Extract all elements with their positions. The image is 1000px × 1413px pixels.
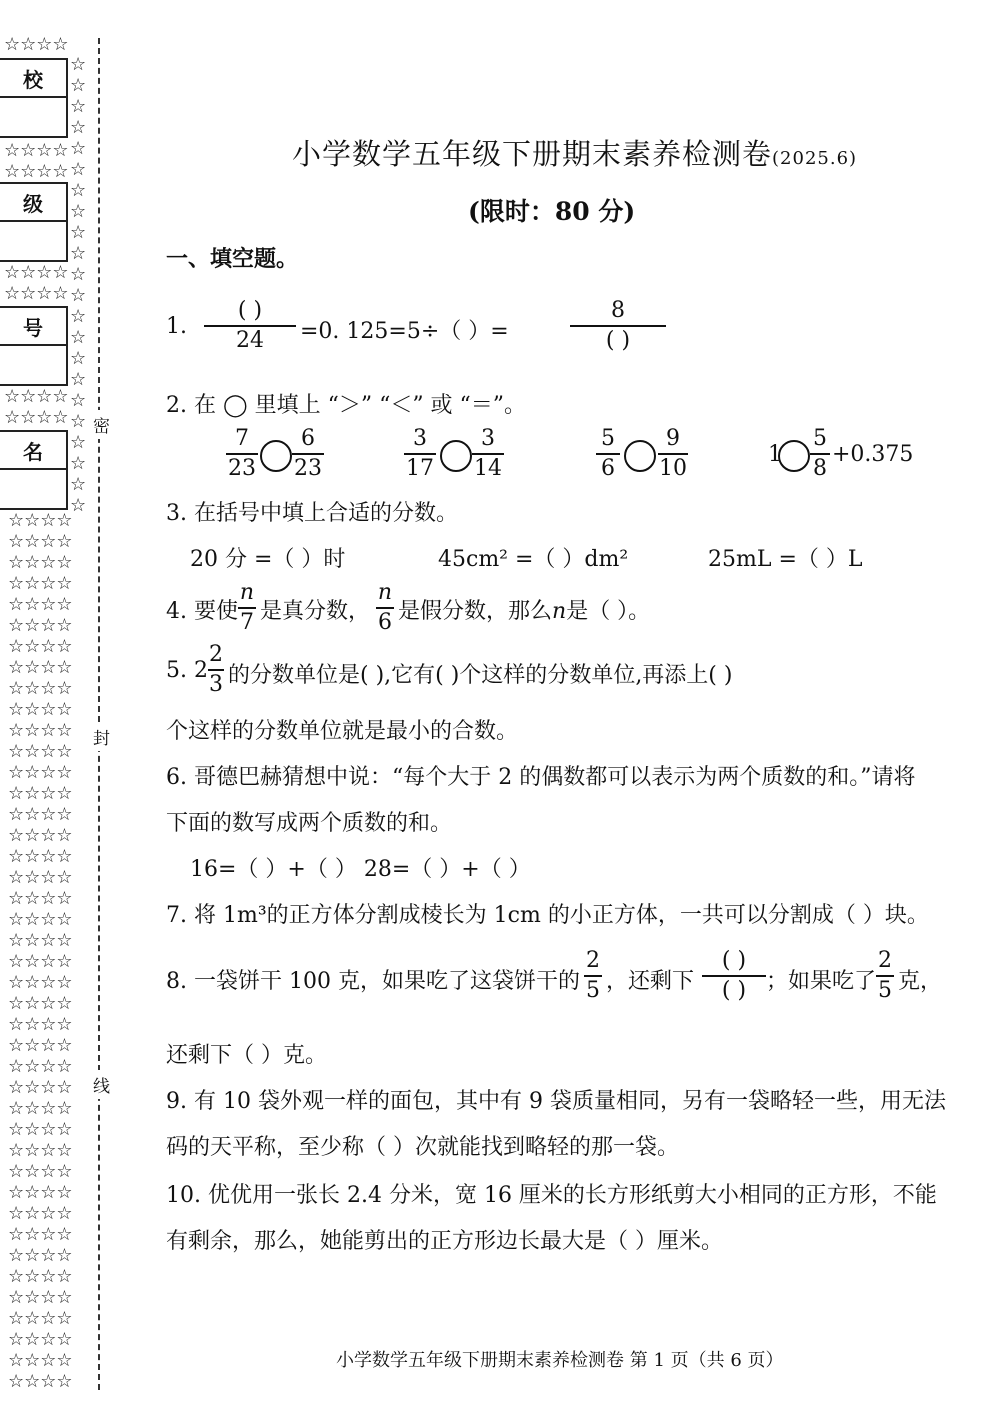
star-glyph: ☆ <box>70 201 87 222</box>
time-limit: (限时：80 分) <box>468 197 636 226</box>
star-row: ☆☆☆☆ <box>8 1035 73 1056</box>
star-row: ☆☆☆☆ <box>8 1014 73 1035</box>
q1-fraction-blank-over-24[interactable]: ( ) 24 <box>204 298 296 354</box>
star-row: ☆☆☆☆ <box>8 636 73 657</box>
school-field-box[interactable] <box>0 58 68 138</box>
star-row: ☆☆☆☆ <box>8 1266 73 1287</box>
star-glyph: ☆ <box>70 327 87 348</box>
star-row: ☆☆☆☆ <box>8 1077 73 1098</box>
q5-line1[interactable]: 的分数单位是( ),它有( )个这样的分数单位,再添上( ) <box>228 663 733 688</box>
star-row: ☆☆☆☆ <box>8 1287 73 1308</box>
q8-fraction-2-over-5-a: 2 5 <box>586 948 600 1003</box>
class-field-box[interactable] <box>0 182 68 262</box>
q8-middle2: ；如果吃了 <box>766 969 877 994</box>
q8-blank-fraction[interactable]: ( ) ( ) <box>702 948 766 1004</box>
q4-fraction-n-over-6: n 6 <box>377 580 393 635</box>
star-row: ☆☆☆☆ <box>8 510 73 531</box>
star-glyph: ☆ <box>70 432 87 453</box>
star-glyph: ☆ <box>70 243 87 264</box>
number-field-box[interactable] <box>0 306 68 386</box>
q9-line1: 9. 有 10 袋外观一样的面包，其中有 9 袋质量相同，另有一袋略轻一些，用无法 <box>166 1089 946 1114</box>
star-row: ☆☆☆☆ <box>8 1203 73 1224</box>
star-glyph: ☆ <box>70 369 87 390</box>
star-row: ☆☆☆☆ <box>8 930 73 951</box>
q2-item1-compare-circle[interactable] <box>260 440 292 472</box>
exam-year: (2025.6) <box>772 148 858 169</box>
q5-line2: 个这样的分数单位就是最小的合数。 <box>166 719 519 744</box>
star-row: ☆☆☆☆ <box>8 1140 73 1161</box>
q6-line3-blanks[interactable]: 16=（ ）+（ ） 28=（ ）+（ ） <box>190 857 531 882</box>
star-glyph: ☆ <box>70 285 87 306</box>
q1-equation-middle[interactable]: =0. 125=5÷（ ）= <box>300 319 509 344</box>
star-row: ☆☆☆☆ <box>8 846 73 867</box>
q7-text[interactable]: 7. 将 1m³的正方体分割成棱长为 1cm 的小正方体，一共可以分割成（ ）块。 <box>166 903 929 928</box>
number-label: 号 <box>23 316 43 340</box>
star-row: ☆☆☆☆ <box>8 1329 73 1350</box>
star-row: ☆☆☆☆ <box>8 1098 73 1119</box>
q2-item2-compare-circle[interactable] <box>440 440 472 472</box>
q10-line1: 10. 优优用一张长 2.4 分米，宽 16 厘米的长方形纸剪大小相同的正方形，不能 <box>166 1183 937 1208</box>
star-glyph: ☆ <box>70 180 87 201</box>
q9-line2[interactable]: 码的天平称，至少称（ ）次就能找到略轻的那一袋。 <box>166 1135 679 1160</box>
star-row: ☆☆☆☆ <box>8 552 73 573</box>
star-glyph: ☆ <box>70 96 87 117</box>
q2-item3-left-fraction: 5 6 <box>596 426 620 482</box>
name-label: 名 <box>23 440 43 464</box>
star-row: ☆☆☆☆ <box>8 1371 73 1392</box>
q8-middle: ，还剩下 <box>606 969 695 994</box>
star-row: ☆☆☆☆ <box>8 1245 73 1266</box>
q4-prefix: 4. 要使 <box>166 599 238 624</box>
star-row: ☆☆☆☆ <box>8 993 73 1014</box>
seal-word-xian: 线 <box>93 1070 110 1099</box>
q10-line2[interactable]: 有剩余，那么，她能剪出的正方形边长最大是（ ）厘米。 <box>166 1229 723 1254</box>
star-glyph: ☆ <box>70 495 87 516</box>
star-glyph: ☆ <box>70 411 87 432</box>
q8-fraction-2-over-5-b: 2 5 <box>878 948 892 1003</box>
q3-part1[interactable]: 20 分 =（ ）时 <box>190 547 346 572</box>
q2-instruction: 2. 在 ◯ 里填上 “＞” “＜” 或 “＝”。 <box>166 393 527 418</box>
star-glyph: ☆ <box>70 474 87 495</box>
page-footer: 小学数学五年级下册期末素养检测卷 第 1 页（共 6 页） <box>336 1350 784 1371</box>
star-glyph: ☆ <box>70 117 87 138</box>
q2-item4-compare-circle[interactable] <box>778 440 810 472</box>
star-row: ☆☆☆☆ <box>8 1224 73 1245</box>
star-row: ☆☆☆☆ <box>8 1119 73 1140</box>
q5-mixed-fraction: 2 3 <box>209 642 223 697</box>
star-glyph: ☆ <box>70 348 87 369</box>
seal-word-mi: 密 <box>93 410 110 439</box>
name-field-box[interactable] <box>0 430 68 510</box>
star-rows-block-3: ☆☆☆☆ ☆☆☆☆ <box>4 386 69 428</box>
q5-prefix: 5. 2 <box>166 658 208 683</box>
q4-fraction-n-over-7: n 7 <box>239 580 255 635</box>
school-label: 校 <box>23 68 43 92</box>
q2-item4-right: +0.375 <box>832 442 914 467</box>
star-row: ☆☆☆☆ <box>8 825 73 846</box>
star-row: ☆☆☆☆ <box>8 615 73 636</box>
exam-title: 小学数学五年级下册期末素养检测卷(2025.6) <box>292 137 858 171</box>
star-glyph: ☆ <box>70 75 87 96</box>
star-row: ☆☆☆☆ <box>8 804 73 825</box>
q1-fraction-8-over-blank[interactable]: 8 ( ) <box>570 298 666 354</box>
q3-part3[interactable]: 25mL =（ ）L <box>708 547 863 572</box>
star-glyph: ☆ <box>70 222 87 243</box>
star-row: ☆☆☆☆ <box>4 34 69 55</box>
q6-line2: 下面的数写成两个质数的和。 <box>166 811 453 836</box>
star-row: ☆☆☆☆ <box>8 594 73 615</box>
star-row: ☆☆☆☆ <box>8 1308 73 1329</box>
q2-item4-left: 1 <box>768 442 782 467</box>
class-label: 级 <box>23 192 43 216</box>
q2-item2-left-fraction: 3 17 <box>406 426 434 481</box>
star-glyph: ☆ <box>70 138 87 159</box>
star-row: ☆☆☆☆ <box>8 531 73 552</box>
q8-suffix: 克， <box>898 969 943 994</box>
star-glyph: ☆ <box>70 306 87 327</box>
star-glyph: ☆ <box>70 390 87 411</box>
star-glyph: ☆ <box>70 264 87 285</box>
star-row: ☆☆☆☆ <box>8 741 73 762</box>
star-column-right <box>70 54 86 516</box>
star-glyph: ☆ <box>70 453 87 474</box>
star-row: ☆☆☆☆ <box>8 783 73 804</box>
q2-item2-right-fraction: 3 14 <box>474 426 502 481</box>
q3-instruction: 3. 在括号中填上合适的分数。 <box>166 501 458 526</box>
seal-word-feng: 封 <box>93 722 110 751</box>
q4-middle: 是真分数， <box>260 599 371 624</box>
star-row: ☆☆☆☆ <box>8 888 73 909</box>
star-rows-block-1: ☆☆☆☆ ☆☆☆☆ <box>4 140 69 182</box>
q6-line1: 6. 哥德巴赫猜想中说：“每个大于 2 的偶数都可以表示为两个质数的和。”请将 <box>166 765 916 790</box>
q8-prefix: 8. 一袋饼干 100 克，如果吃了这袋饼干的 <box>166 969 580 994</box>
seal-dashed-line <box>98 38 100 1390</box>
star-row: ☆☆☆☆ <box>8 762 73 783</box>
q2-item1-right-fraction: 6 23 <box>294 426 322 481</box>
star-row: ☆☆☆☆ <box>8 972 73 993</box>
q2-item3-compare-circle[interactable] <box>624 440 656 472</box>
star-grid-bottom <box>8 510 73 1392</box>
star-row: ☆☆☆☆ <box>8 909 73 930</box>
q2-item1-left-fraction: 7 23 <box>228 426 256 481</box>
star-rows-block-2: ☆☆☆☆ ☆☆☆☆ <box>4 262 69 304</box>
star-row: ☆☆☆☆ <box>8 1161 73 1182</box>
q8-line2[interactable]: 还剩下（ ）克。 <box>166 1043 327 1068</box>
star-row: ☆☆☆☆ <box>8 699 73 720</box>
star-row: ☆☆☆☆ <box>8 1350 73 1371</box>
star-row: ☆☆☆☆ <box>8 951 73 972</box>
star-row: ☆☆☆☆ <box>8 867 73 888</box>
star-row: ☆☆☆☆ <box>8 1182 73 1203</box>
star-border-top <box>4 34 69 55</box>
star-glyph: ☆ <box>70 54 87 75</box>
q1-number: 1. <box>166 314 187 339</box>
star-row: ☆☆☆☆ <box>8 678 73 699</box>
q4-suffix[interactable]: 是假分数，那么n是（ ）。 <box>398 599 651 624</box>
section-heading-fill-in: 一、填空题。 <box>166 246 299 272</box>
q2-item4-fraction: 5 8 <box>810 426 830 482</box>
q2-item3-right-fraction: 9 10 <box>659 426 687 481</box>
star-row: ☆☆☆☆ <box>8 720 73 741</box>
star-row: ☆☆☆☆ <box>8 1056 73 1077</box>
star-row: ☆☆☆☆ <box>8 657 73 678</box>
q3-part2[interactable]: 45cm² =（ ）dm² <box>438 547 629 572</box>
star-glyph: ☆ <box>70 159 87 180</box>
star-row: ☆☆☆☆ <box>8 573 73 594</box>
